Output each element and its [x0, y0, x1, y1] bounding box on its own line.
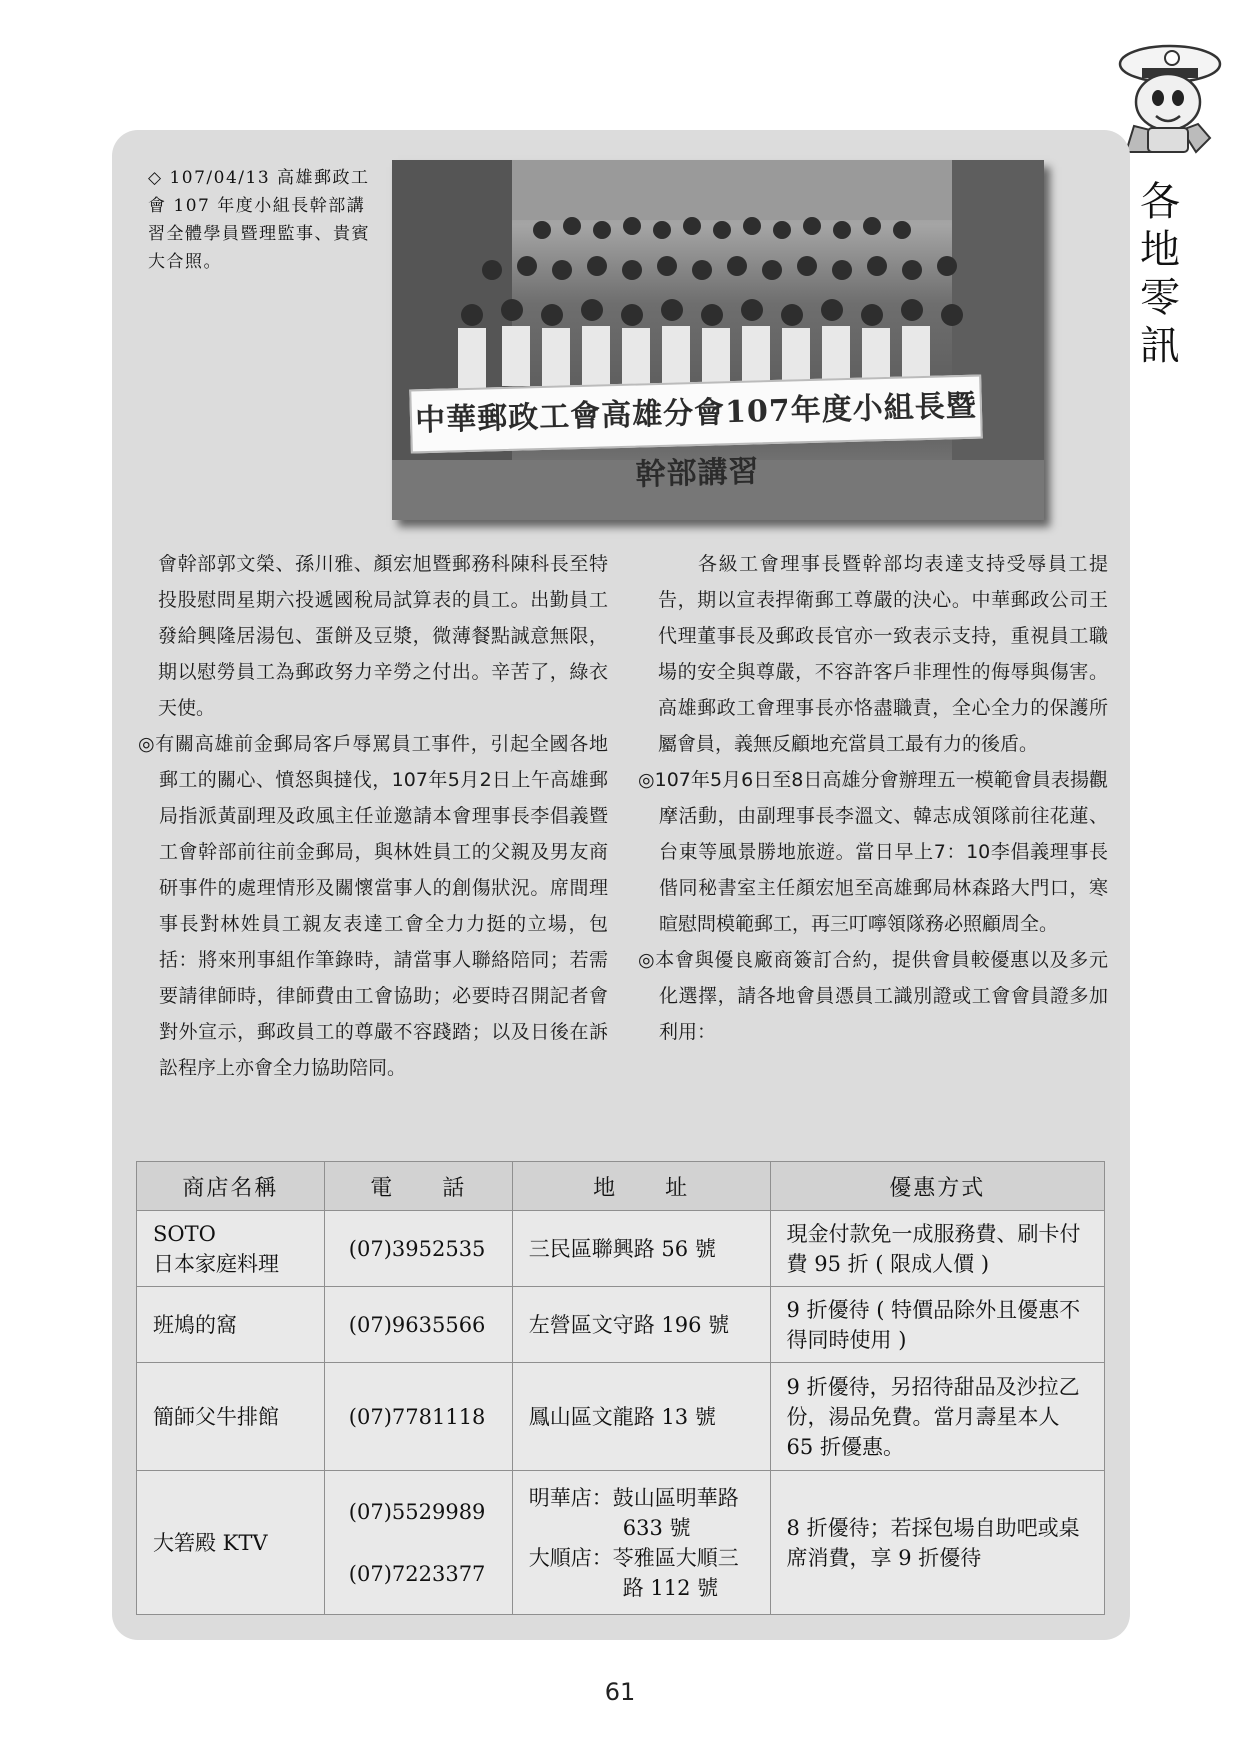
store-name: 簡師父牛排館: [137, 1363, 325, 1471]
table-row: [137, 1287, 1105, 1363]
section-title-char: 各: [1140, 179, 1180, 225]
table-row: [137, 1471, 1105, 1615]
store-address: 三民區聯興路 56 號: [512, 1211, 770, 1287]
table-row: [137, 1211, 1105, 1287]
photo-banner-text: 中華郵政工會高雄分會107年度小組長暨幹部講習: [414, 388, 978, 493]
store-offer: 9 折優待，另招待甜品及沙拉乙份，湯品免費。當月壽星本人 65 折優惠。: [770, 1363, 1104, 1471]
store-address: [512, 1471, 770, 1615]
address-line: 路 112 號: [622, 1575, 719, 1600]
discount-table: [136, 1161, 1105, 1615]
photo-banner: [409, 375, 982, 493]
store-name-line: SOTO: [153, 1221, 216, 1246]
right-column: [638, 546, 1108, 1050]
header-address: 地 址: [512, 1162, 770, 1211]
header-offer: 優惠方式: [770, 1162, 1104, 1211]
mascot-icon: [1112, 40, 1224, 158]
paragraph: 各級工會理事長暨幹部均表達支持受辱員工提告，期以宣表捍衛郵工尊嚴的決心。中華郵政公司王代理董事長及郵政長官亦一致表示支持，重視員工職場的安全與尊嚴，不容許客戶非理性的侮辱與傷害。高雄郵政工會理事長亦恪盡職責，全心全力的保護所屬會員，義無反顧地充當員工最有力的後盾。: [658, 553, 1108, 755]
group-photo: [392, 160, 1044, 520]
section-title: [1130, 178, 1190, 370]
store-phone: (07)3952535: [324, 1211, 512, 1287]
paragraph: ◎107年5月6日至8日高雄分會辦理五一模範會員表揚觀摩活動，由副理事長李溫文、韓志成領隊前往花蓮、台東等風景勝地旅遊。當日早上7：10李倡義理事長偕同秘書室主任顏宏旭至高雄郵局林森路大門口，寒暄慰問模範郵工，再三叮嚀領隊務必照顧周全。: [638, 769, 1108, 935]
branch-address: [529, 1543, 758, 1603]
store-offer: 8 折優待；若採包場自助吧或桌席消費，享 9 折優待: [770, 1471, 1104, 1615]
table-header-row: [137, 1162, 1105, 1211]
store-name: [137, 1211, 325, 1287]
store-phone: (07)9635566: [324, 1287, 512, 1363]
store-name-line: 日本家庭料理: [153, 1251, 279, 1276]
section-title-char: 訊: [1140, 323, 1180, 369]
phone-number: (07)7223377: [348, 1561, 486, 1586]
store-offer: 9 折優待 ( 特價品除外且優惠不得同時使用 ): [770, 1287, 1104, 1363]
phone-number: (07)5529989: [348, 1499, 486, 1524]
table-row: [137, 1363, 1105, 1471]
store-offer: 現金付款免一成服務費、刷卡付費 95 折 ( 限成人價 ): [770, 1211, 1104, 1287]
header-store-name: 商店名稱: [137, 1162, 325, 1211]
store-address: 鳳山區文龍路 13 號: [512, 1363, 770, 1471]
section-title-char: 地: [1140, 227, 1180, 273]
store-name: 班鳩的窩: [137, 1287, 325, 1363]
address-line: 大順店：苓雅區大順三: [528, 1545, 739, 1570]
store-phone: [324, 1471, 512, 1615]
branch-address: [529, 1483, 758, 1543]
photo-caption: ◇ 107/04/13 高雄郵政工會 107 年度小組長幹部講習全體學員暨理監事、貴賓大合照。: [148, 168, 370, 272]
header-phone: 電 話: [324, 1162, 512, 1211]
store-address: 左營區文守路 196 號: [512, 1287, 770, 1363]
page-number: 61: [604, 1678, 636, 1706]
store-phone: (07)7781118: [324, 1363, 512, 1471]
address-line: 明華店：鼓山區明華路: [528, 1485, 739, 1510]
paragraph: ◎有關高雄前金郵局客戶辱罵員工事件，引起全國各地郵工的關心、憤怒與撻伐，107年5月2日上午高雄郵局指派黃副理及政風主任並邀請本會理事長李倡義暨工會幹部前往前金郵局，與林姓員工的父親及男友商研事件的處理情形及關懷當事人的創傷狀況。席間理事長對林姓員工親友表達工會全力力挺的立場，包括：將來刑事組作筆錄時，請當事人聯絡陪同；若需要請律師時，律師費由工會協助；必要時召開記者會對外宣示，郵政員工的尊嚴不容踐踏；以及日後在訴訟程序上亦會全力協助陪同。: [138, 733, 608, 1079]
paragraph: 會幹部郭文榮、孫川雅、顏宏旭暨郵務科陳科長至特投股慰問星期六投遞國稅局試算表的員工。出勤員工發給興隆居湯包、蛋餅及豆漿，微薄餐點誠意無限，期以慰勞員工為郵政努力辛勞之付出。辛苦了，綠衣天使。: [158, 553, 608, 719]
section-title-char: 零: [1140, 275, 1180, 321]
address-line: 633 號: [622, 1515, 691, 1540]
left-column: [138, 546, 608, 1086]
paragraph: ◎本會與優良廠商簽訂合約，提供會員較優惠以及多元化選擇，請各地會員憑員工識別證或工會會員證多加利用：: [638, 949, 1108, 1043]
store-name: 大箬殿 KTV: [137, 1471, 325, 1615]
